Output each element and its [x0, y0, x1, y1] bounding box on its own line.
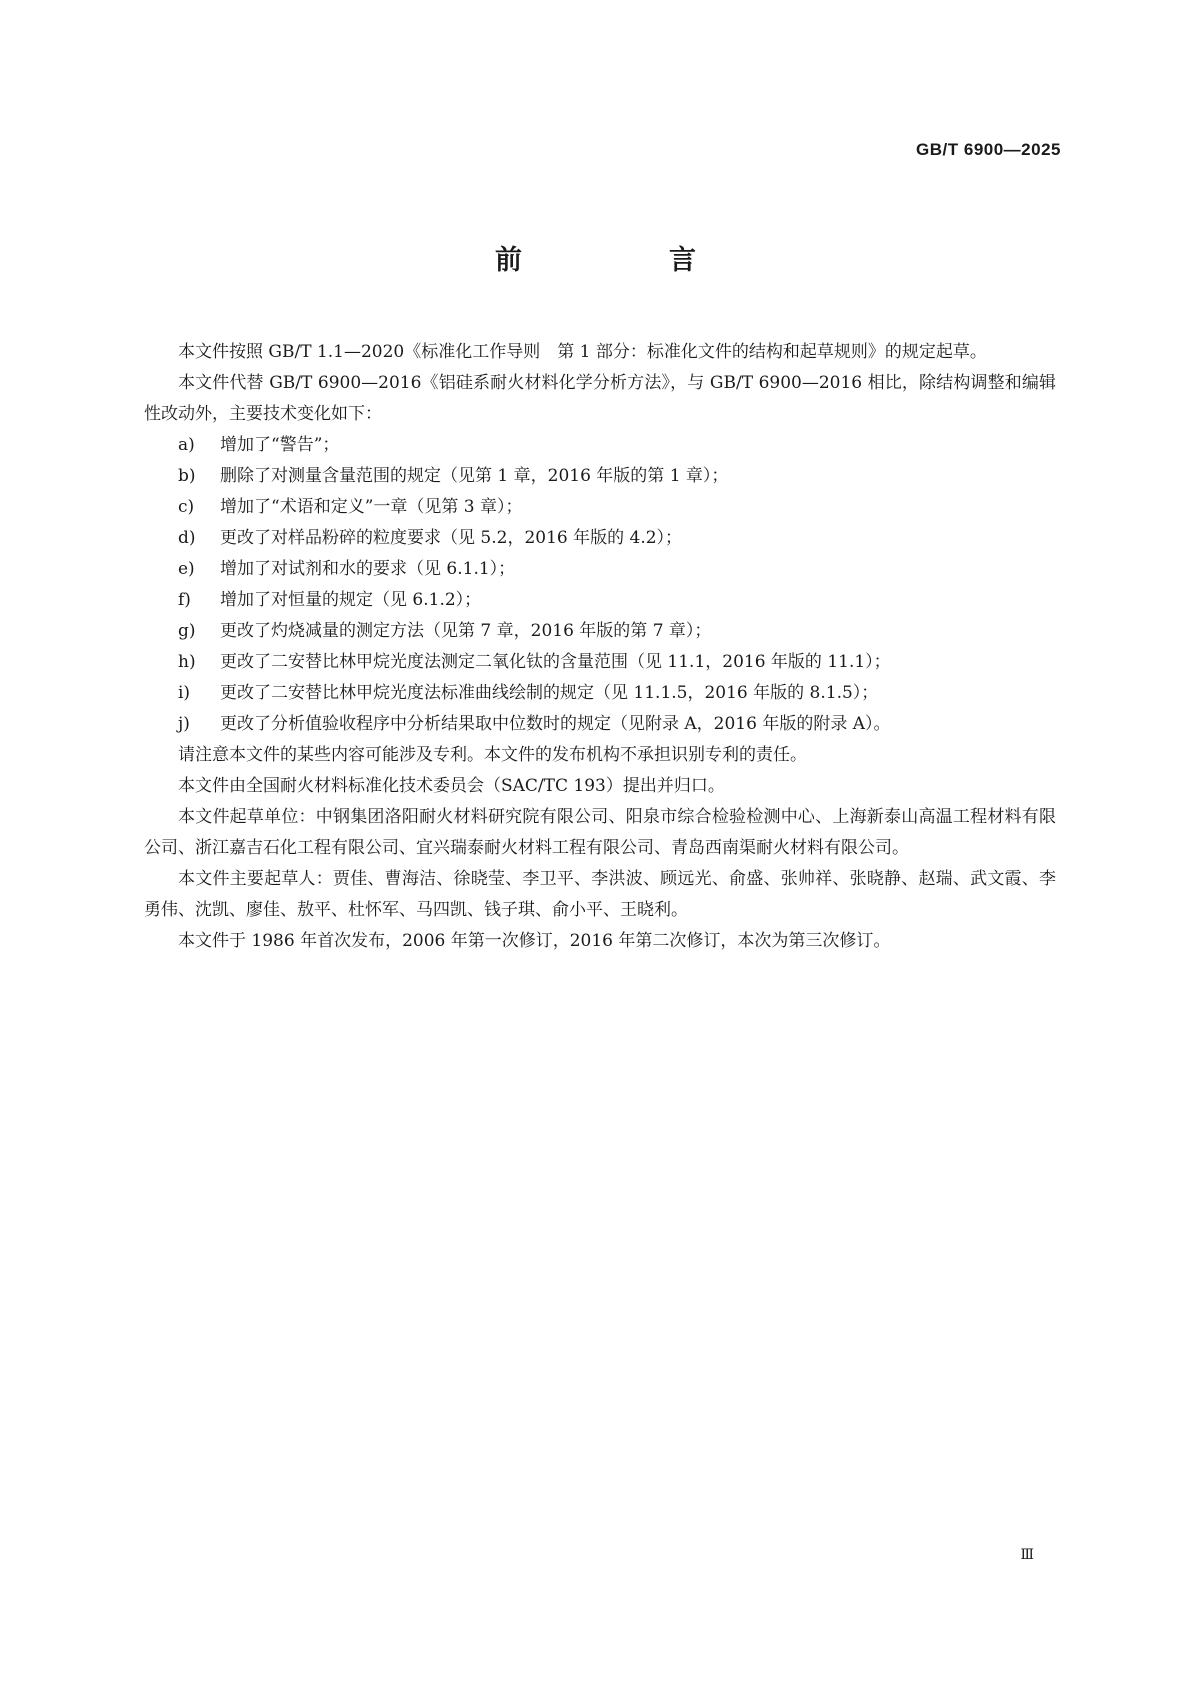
paragraph-revision-history: 本文件于 1986 年首次发布，2006 年第一次修订，2016 年第二次修订，本次为第三次修订。	[178, 931, 891, 951]
list-item	[144, 616, 1056, 647]
paragraph-replacement: 本文件代替 GB/T 6900—2016《铝硅系耐火材料化学分析方法》，与 GB/T 6900—2016 相比，除结构调整和编辑性改动外，主要技术变化如下：	[144, 373, 1056, 424]
list-item	[144, 709, 1056, 740]
list-marker: j)	[178, 714, 190, 734]
foreword-body	[144, 337, 1056, 957]
list-marker: g)	[178, 621, 196, 641]
paragraph-committee: 本文件由全国耐火材料标准化技术委员会（SAC/TC 193）提出并归口。	[178, 776, 725, 796]
list-marker: c)	[178, 497, 195, 517]
list-item	[144, 647, 1056, 678]
list-marker: f)	[178, 590, 191, 610]
list-item-text: 更改了对样品粉碎的粒度要求（见 5.2，2016 年版的 4.2）；	[220, 528, 683, 548]
list-item	[144, 585, 1056, 616]
list-marker: d)	[178, 528, 196, 548]
list-item-text: 更改了分析值验收程序中分析结果取中位数时的规定（见附录 A，2016 年版的附录 A）。	[220, 714, 891, 734]
list-marker: e)	[178, 559, 195, 579]
list-item-text: 增加了对恒量的规定（见 6.1.2）；	[220, 590, 482, 610]
list-marker: i)	[178, 683, 191, 703]
paragraph-patent-notice: 请注意本文件的某些内容可能涉及专利。本文件的发布机构不承担识别专利的责任。	[178, 745, 807, 765]
list-item-text: 增加了“警告”；	[220, 435, 340, 455]
document-code: GB/T 6900—2025	[916, 140, 1061, 159]
list-item	[144, 461, 1056, 492]
list-item-text: 删除了对测量含量范围的规定（见第 1 章，2016 年版的第 1 章）；	[220, 466, 729, 486]
list-item-text: 更改了二安替比林甲烷光度法测定二氧化钛的含量范围（见 11.1，2016 年版的 11.1）；	[220, 652, 891, 672]
list-item	[144, 523, 1056, 554]
paragraph-drafters: 本文件主要起草人：贾佳、曹海洁、徐晓莹、李卫平、李洪波、顾远光、俞盛、张帅祥、张晓静、赵瑞、武文霞、李勇伟、沈凯、廖佳、敖平、杜怀军、马四凯、钱子琪、俞小平、王晓利。	[144, 869, 1056, 920]
technical-changes-list	[144, 430, 1056, 740]
list-item	[144, 492, 1056, 523]
list-marker: b)	[178, 466, 196, 486]
list-item-text: 增加了“术语和定义”一章（见第 3 章）；	[220, 497, 523, 517]
paragraph-drafting-rules: 本文件按照 GB/T 1.1—2020《标准化工作导则 第 1 部分：标准化文件的结构和起草规则》的规定起草。	[178, 342, 987, 362]
list-item-text: 更改了灼烧减量的测定方法（见第 7 章，2016 年版的第 7 章）；	[220, 621, 712, 641]
list-item	[144, 430, 1056, 461]
page-title: 前 言	[495, 245, 756, 276]
list-marker: a)	[178, 435, 195, 455]
list-item-text: 更改了二安替比林甲烷光度法标准曲线绘制的规定（见 11.1.5，2016 年版的 8.1.5）；	[220, 683, 879, 703]
list-marker: h)	[178, 652, 196, 672]
paragraph-drafting-units: 本文件起草单位：中钢集团洛阳耐火材料研究院有限公司、阳泉市综合检验检测中心、上海新泰山高温工程材料有限公司、浙江嘉吉石化工程有限公司、宜兴瑞泰耐火材料工程有限公司、青岛西南渠耐火材料有限公司。	[144, 807, 1056, 858]
list-item	[144, 554, 1056, 585]
page-number: Ⅲ	[1020, 1547, 1034, 1563]
list-item-text: 增加了对试剂和水的要求（见 6.1.1）；	[220, 559, 516, 579]
list-item	[144, 678, 1056, 709]
